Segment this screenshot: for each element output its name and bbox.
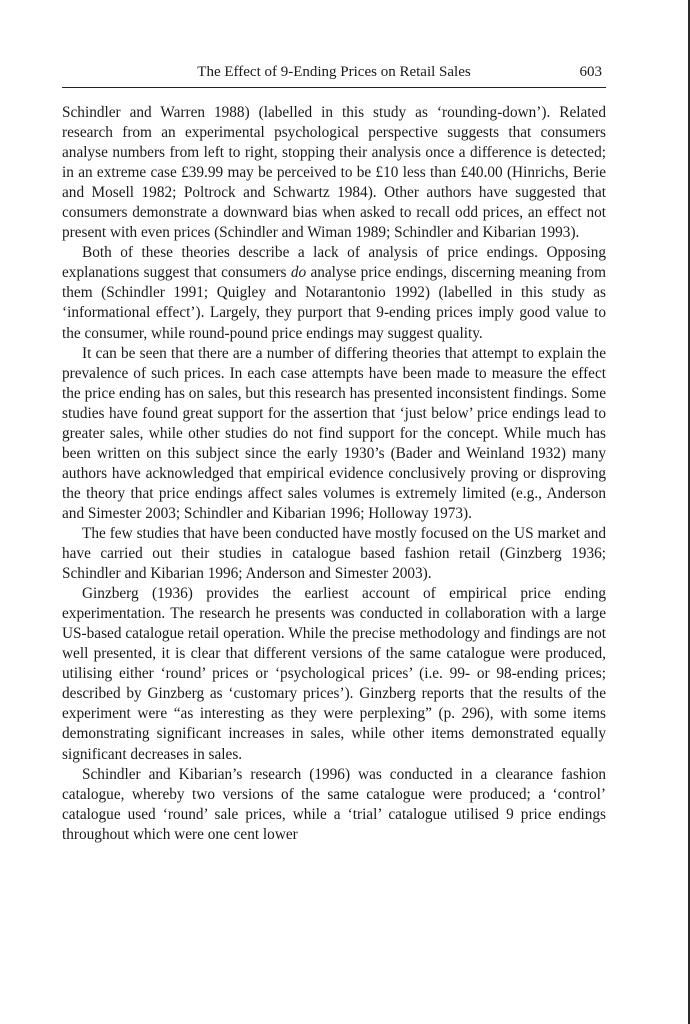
paragraph-text-before: Both of these theories describe a lack of analysis of price endings. Opposing explanations suggest that consumers (62, 244, 606, 282)
running-header (62, 61, 606, 88)
body-text (62, 103, 606, 845)
paragraph-differing-theories: It can be seen that there are a number of differing theories that attempt to explain the prevalence of such prices. In each case attempts have been made to measure the effect the price ending has on sales, but this research has presented inconsistent findings. Some studies have found great support for the assertion that ‘just below’ price endings lead to greater sales, while other studies do not find support for the concept. While much has been written on this subject since the early 1930’s (Bader and Weinland 1932) many authors have acknowledged that empirical evidence conclusively proving or disproving the theory that price endings affect sales volumes is extremely limited (e.g., Anderson and Simester 2003; Schindler and Kibarian 1996; Holloway 1973). (62, 344, 606, 522)
paragraph-informational-effect (62, 243, 606, 343)
paragraph-schindler-kibarian: Schindler and Kibarian’s research (1996) was conducted in a clearance fashion catalogue, whereby two versions of the same catalogue were produced; a ‘control’ catalogue used ‘round’ sale prices, while a ‘trial’ catalogue utilised 9 price endings throughout which were one cent lower (62, 765, 606, 843)
emphasis-do: do (290, 264, 307, 282)
paragraph-text-after: analyse price endings, discerning meaning from them (Schindler 1991; Quigley and Notarantonio 1992) (labelled in this study as ‘informational effect’). Largely, they purport that 9-ending prices imply good value to the consumer, while round-pound price endings may suggest quality. (62, 264, 606, 342)
paragraph-rounding-down: Schindler and Warren 1988) (labelled in this study as ‘rounding-down’). Related research from an experimental psychological perspective suggests that consumers analyse numbers from left to right, stopping their analysis once a difference is detected; in an extreme case £39.99 may be perceived to be £10 less than £40.00 (Hinrichs, Berie and Mosell 1982; Poltrock and Schwartz 1984). Other authors have suggested that consumers demonstrate a downward bias when asked to recall odd prices, an effect not present with even prices (Schindler and Wiman 1989; Schindler and Kibarian 1993). (62, 104, 606, 242)
paragraph-ginzberg: Ginzberg (1936) provides the earliest account of empirical price ending experimentation. The research he presents was conducted in collaboration with a large US-based catalogue retail operation. While the precise methodology and findings are not well presented, it is clear that different versions of the same catalogue were produced, utilising either ‘round’ prices or ‘psychological prices’ (i.e. 99- or 98-ending prices; described by Ginzberg as ‘customary prices’). Ginzberg reports that the results of the experiment were “as interesting as they were perplexing” (p. 296), with some items demonstrating significant increases in sales, while other items demonstrated equally significant decreases in sales. (62, 585, 606, 763)
page-number: 603 (579, 64, 602, 80)
running-title: The Effect of 9-Ending Prices on Retail Sales (197, 64, 471, 80)
paragraph-few-studies: The few studies that have been conducted have mostly focused on the US market and have carried out their studies in catalogue based fashion retail (Ginzberg 1936; Schindler and Kibarian 1996; Anderson and Simester 2003). (62, 524, 606, 583)
